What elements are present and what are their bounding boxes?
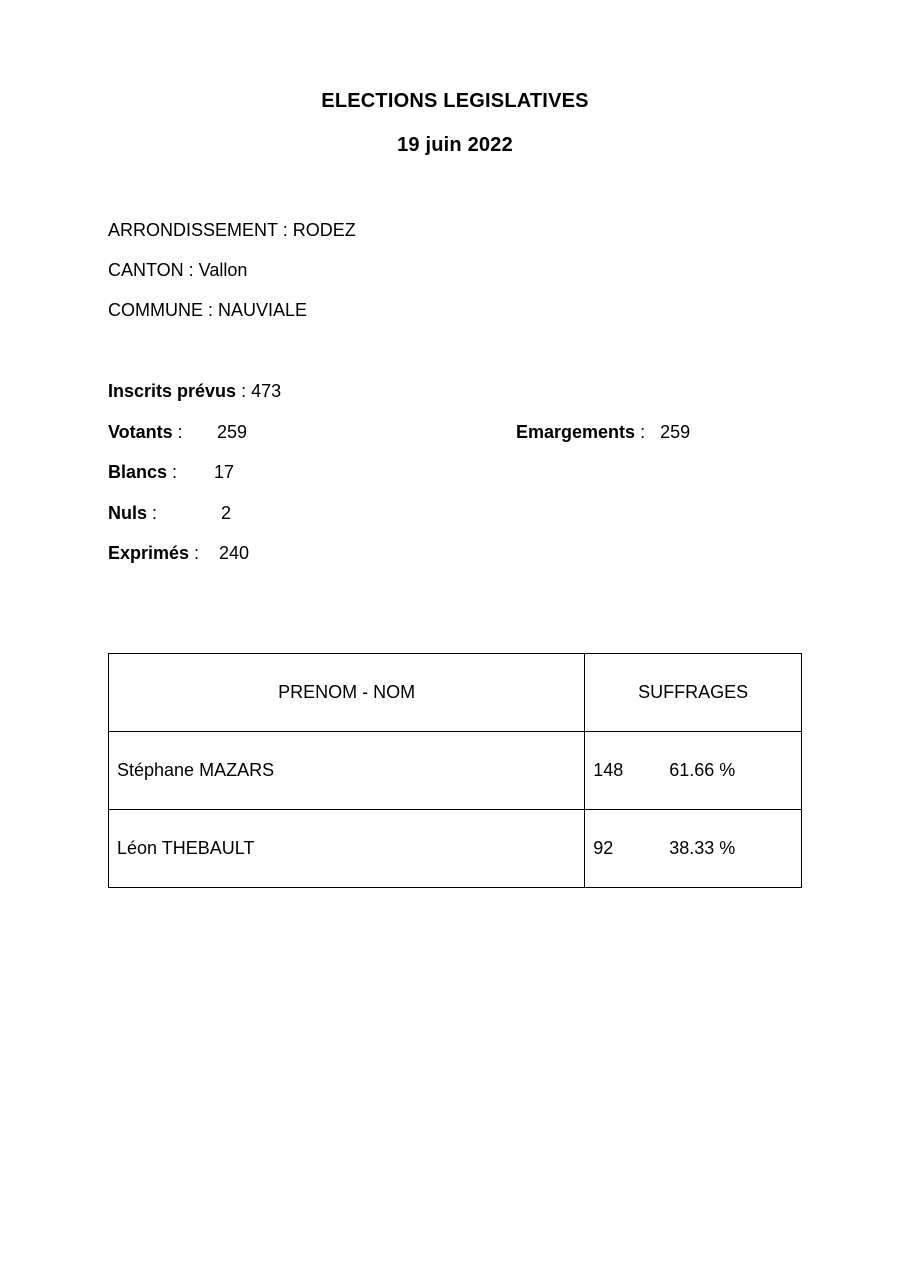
inscrits-label: Inscrits prévus <box>108 381 237 401</box>
nuls-label: Nuls <box>108 503 148 523</box>
exprimes-separator: : <box>189 543 200 563</box>
inscrits-separator: : <box>236 381 252 401</box>
candidate-votes: 92 <box>593 838 614 858</box>
canton-line: CANTON : Vallon <box>108 260 248 280</box>
nuls-value: 2 <box>221 503 232 523</box>
emargements-separator: : <box>635 422 661 442</box>
header-suffrages: SUFFRAGES <box>585 654 802 732</box>
blancs-stat <box>108 462 177 483</box>
nuls-separator: : <box>147 503 158 523</box>
votants-stat <box>108 422 183 443</box>
commune-line: COMMUNE : NAUVIALE <box>108 300 308 320</box>
inscrits-value: 473 <box>251 381 282 401</box>
blancs-label: Blancs <box>108 462 168 482</box>
results-table <box>108 653 802 888</box>
candidate-percent: 38.33 % <box>669 838 736 858</box>
arrondissement-line: ARRONDISSEMENT : RODEZ <box>108 220 356 240</box>
emargements-label: Emargements <box>516 422 636 442</box>
nuls-stat <box>108 503 157 524</box>
emargements-value: 259 <box>660 422 691 442</box>
candidate-score <box>585 732 802 810</box>
table-header-row <box>109 654 802 732</box>
inscrits-stat <box>108 381 281 402</box>
votants-label: Votants <box>108 422 173 442</box>
votants-separator: : <box>172 422 183 442</box>
candidate-score <box>585 810 802 888</box>
candidate-votes: 148 <box>593 760 624 780</box>
table-row <box>109 810 802 888</box>
blancs-separator: : <box>167 462 178 482</box>
exprimes-value: 240 <box>219 543 250 563</box>
table-row <box>109 732 802 810</box>
exprimes-label: Exprimés <box>108 543 190 563</box>
emargements-stat <box>516 422 690 443</box>
candidate-name: Léon THEBAULT <box>109 810 585 888</box>
candidate-percent: 61.66 % <box>669 760 736 780</box>
election-date: 19 juin 2022 <box>397 134 513 156</box>
blancs-value: 17 <box>214 462 235 482</box>
votants-value: 259 <box>217 422 248 442</box>
candidate-name: Stéphane MAZARS <box>109 732 585 810</box>
header-prenom-nom: PRENOM - NOM <box>109 654 585 732</box>
document-title: ELECTIONS LEGISLATIVES <box>321 90 589 112</box>
exprimes-stat <box>108 543 199 564</box>
